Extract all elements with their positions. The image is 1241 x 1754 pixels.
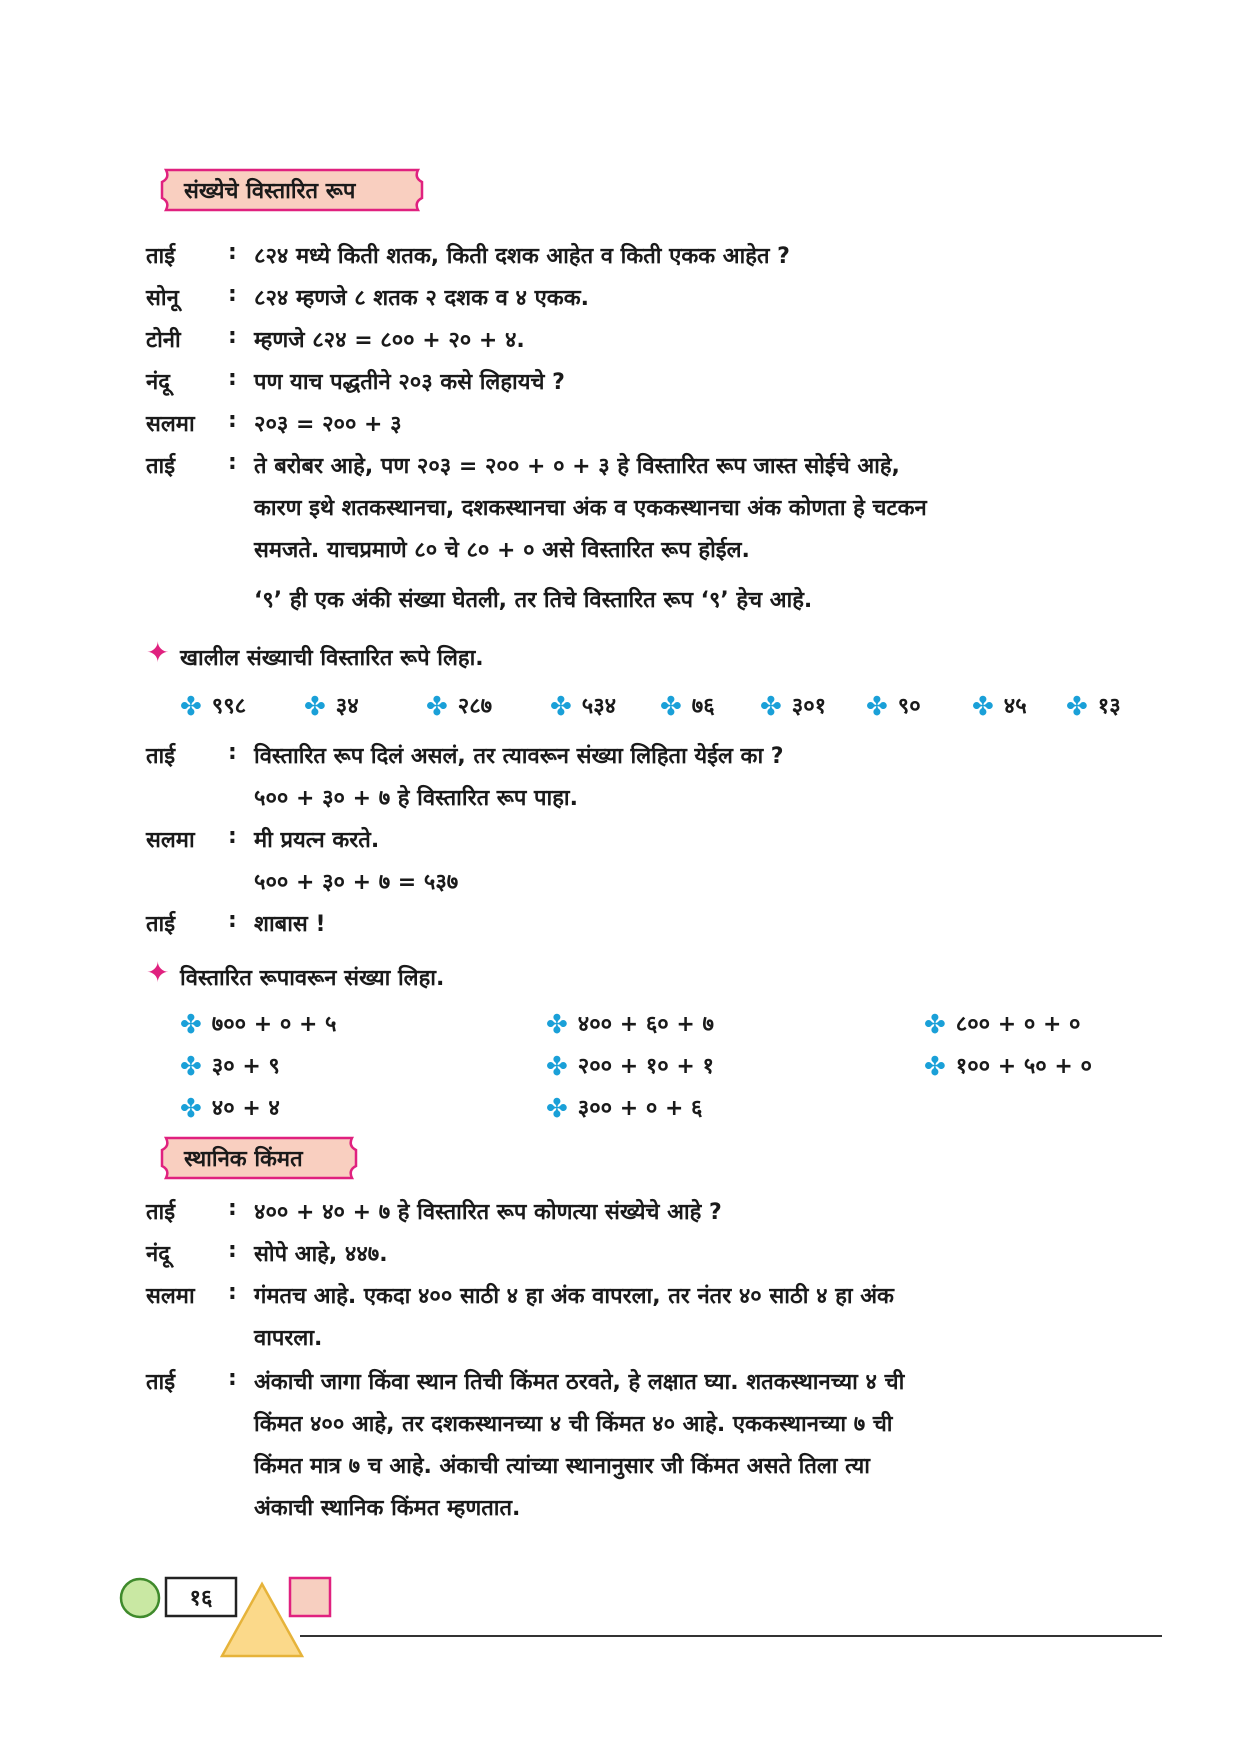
task-expression-item: ✤ ८०० + ० + ० [924, 1010, 1081, 1040]
task-heading: खालील संख्याची विस्तारित रूपे लिहा. [180, 646, 484, 671]
task-expression-item: ✤ ४० + ४ [180, 1094, 280, 1124]
dialog-line: ५०० + ३० + ७ हे विस्तारित रूप पाहा. [254, 786, 578, 811]
task-heading: विस्तारित रूपावरून संख्या लिहा. [180, 966, 445, 991]
clover-icon: ✤ [546, 1094, 568, 1124]
task-number-item: ✤ ३४ [304, 692, 359, 722]
task-number-item: ✤ ७६ [660, 692, 715, 722]
dialog-line: सोनू : ८२४ म्हणजे ८ शतक २ दशक व ४ एकक. [146, 282, 589, 311]
clover-icon: ✤ [546, 1010, 568, 1040]
clover-icon: ✤ [180, 692, 202, 722]
clover-icon: ✤ [924, 1052, 946, 1082]
task-expression-item: ✤ ३०० + ० + ६ [546, 1094, 703, 1124]
task-expression-item: ✤ ३० + ९ [180, 1052, 280, 1082]
section-heading-text: संख्येचे विस्तारित रूप [184, 179, 356, 204]
dialog-continuation: समजते. याचप्रमाणे ८० चे ८० + ० असे विस्तारित रूप होईल. [254, 538, 750, 563]
task-number-item: ✤ ५३४ [550, 692, 617, 722]
task-expression-item: ✤ ४०० + ६० + ७ [546, 1010, 714, 1040]
clover-icon: ✤ [546, 1052, 568, 1082]
dialog-continuation: अंकाची स्थानिक किंमत म्हणतात. [254, 1496, 521, 1521]
dialog-line: नंदू : सोपे आहे, ४४७. [146, 1238, 388, 1267]
page-footer [0, 1560, 1241, 1680]
clover-icon: ✤ [972, 692, 994, 722]
task-number-item: ✤ ३०१ [760, 692, 827, 722]
dialog-continuation: किंमत मात्र ७ च आहे. अंकाची त्यांच्या स्थानानुसार जी किंमत असते तिला त्या [254, 1454, 870, 1479]
dialog-line: ताई : ते बरोबर आहे, पण २०३ = २०० + ० + ३ हे विस्तारित रूप जास्त सोईचे आहे, [146, 450, 900, 479]
dialog-continuation: कारण इथे शतकस्थानचा, दशकस्थानचा अंक व एककस्थानचा अंक कोणता हे चटकन [254, 496, 927, 521]
dialog-line: टोनी : म्हणजे ८२४ = ८०० + २० + ४. [146, 324, 525, 353]
dialog-line: ५०० + ३० + ७ = ५३७ [254, 870, 459, 895]
task-number-item: ✤ ४५ [972, 692, 1027, 722]
task-expression-item: ✤ ७०० + ० + ५ [180, 1010, 337, 1040]
dialog-continuation: वापरला. [254, 1326, 323, 1351]
dialog-line: सलमा : मी प्रयत्न करते. [146, 824, 380, 853]
section-heading-place-value [158, 1136, 360, 1180]
dialog-continuation: किंमत ४०० आहे, तर दशकस्थानच्या ४ ची किंमत ४० आहे. एककस्थानच्या ७ ची [254, 1412, 893, 1437]
task-expression-item: ✤ १०० + ५० + ० [924, 1052, 1092, 1082]
clover-icon: ✤ [180, 1094, 202, 1124]
task-number-item: ✤ २८७ [426, 692, 493, 722]
task-expression-item: ✤ २०० + १० + १ [546, 1052, 714, 1082]
star-bullet-icon: ✦ [146, 636, 170, 669]
clover-icon: ✤ [180, 1010, 202, 1040]
section-heading-expanded-form [158, 168, 426, 212]
dialog-line: सलमा : २०३ = २०० + ३ [146, 408, 402, 437]
section-heading-text: स्थानिक किंमत [184, 1147, 303, 1172]
clover-icon: ✤ [924, 1010, 946, 1040]
task-number-item: ✤ ९० [866, 692, 921, 722]
task-number-item: ✤ १३ [1066, 692, 1121, 722]
dialog-line: सलमा : गंमतच आहे. एकदा ४०० साठी ४ हा अंक वापरला, तर नंतर ४० साठी ४ हा अंक [146, 1280, 894, 1309]
clover-icon: ✤ [1066, 692, 1088, 722]
page-number: १६ [189, 1586, 213, 1611]
clover-icon: ✤ [866, 692, 888, 722]
clover-icon: ✤ [180, 1052, 202, 1082]
clover-icon: ✤ [760, 692, 782, 722]
clover-icon: ✤ [550, 692, 572, 722]
clover-icon: ✤ [304, 692, 326, 722]
dialog-continuation: ‘९’ ही एक अंकी संख्या घेतली, तर तिचे विस्तारित रूप ‘९’ हेच आहे. [254, 588, 813, 613]
dialog-line: ताई : विस्तारित रूप दिलं असलं, तर त्यावरून संख्या लिहिता येईल का ? [146, 740, 784, 769]
dialog-line: ताई : अंकाची जागा किंवा स्थान तिची किंमत ठरवते, हे लक्षात घ्या. शतकस्थानच्या ४ ची [146, 1366, 905, 1395]
dialog-line: ताई : ४०० + ४० + ७ हे विस्तारित रूप कोणत्या संख्येचे आहे ? [146, 1196, 722, 1225]
dialog-line: ताई : शाबास ! [146, 908, 326, 937]
clover-icon: ✤ [426, 692, 448, 722]
task-number-item: ✤ ९९८ [180, 692, 247, 722]
clover-icon: ✤ [660, 692, 682, 722]
dialog-line: नंदू : पण याच पद्धतीने २०३ कसे लिहायचे ? [146, 366, 565, 395]
star-bullet-icon: ✦ [146, 956, 170, 989]
dialog-line: ताई : ८२४ मध्ये किती शतक, किती दशक आहेत व किती एकक आहेत ? [146, 240, 790, 269]
footer-shapes-icon [0, 1560, 1241, 1680]
